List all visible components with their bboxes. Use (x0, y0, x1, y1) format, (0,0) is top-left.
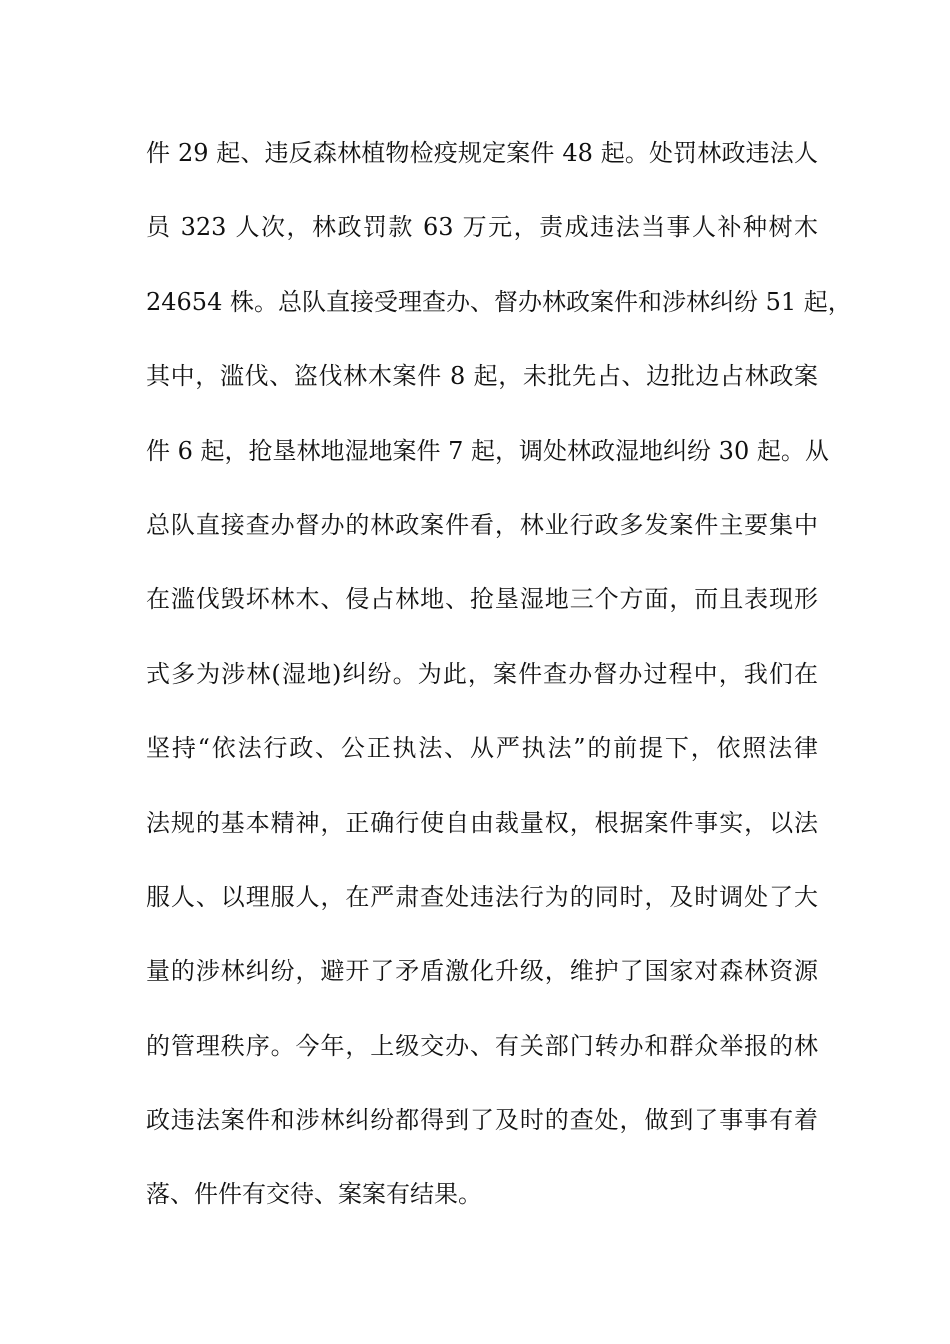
text-line: 的管理秩序。今年，上级交办、有关部门转办和群众举报的林 (146, 1031, 818, 1060)
text-line: 件 29 起、违反森林植物检疫规定案件 48 起。处罚林政违法人 (146, 139, 818, 167)
text-line: 总队直接查办督办的林政案件看，林业行政多发案件主要集中 (146, 510, 818, 539)
body-text (146, 130, 852, 1246)
text-line: 坚持“依法行政、公正执法、从严执法”的前提下，依照法律 (146, 734, 818, 763)
text-line: 在滥伐毁坏林木、侵占林地、抢垦湿地三个方面，而且表现形 (146, 585, 818, 614)
text-line: 员 323 人次，林政罚款 63 万元，责成违法当事人补种树木 (146, 213, 818, 242)
text-line: 其中，滥伐、盗伐林木案件 8 起，未批先占、边批边占林政案 (146, 362, 818, 391)
text-line: 24654 株。总队直接受理查办、督办林政案件和涉林纠纷 51 起， (146, 287, 852, 316)
text-line: 服人、以理服人，在严肃查处违法行为的同时，及时调处了大 (146, 882, 818, 911)
text-line: 落、件件有交待、案案有结果。 (146, 1180, 482, 1209)
text-line: 量的涉林纠纷，避开了矛盾激化升级，维护了国家对森林资源 (146, 957, 818, 986)
text-line: 式多为涉林(湿地)纠纷。为此，案件查办督办过程中，我们在 (146, 659, 818, 688)
text-line: 政违法案件和涉林纠纷都得到了及时的查处，做到了事事有着 (146, 1106, 818, 1135)
text-line: 法规的基本精神，正确行使自由裁量权，根据案件事实，以法 (146, 808, 818, 837)
text-line: 件 6 起，抢垦林地湿地案件 7 起，调处林政湿地纠纷 30 起。从 (146, 436, 829, 465)
